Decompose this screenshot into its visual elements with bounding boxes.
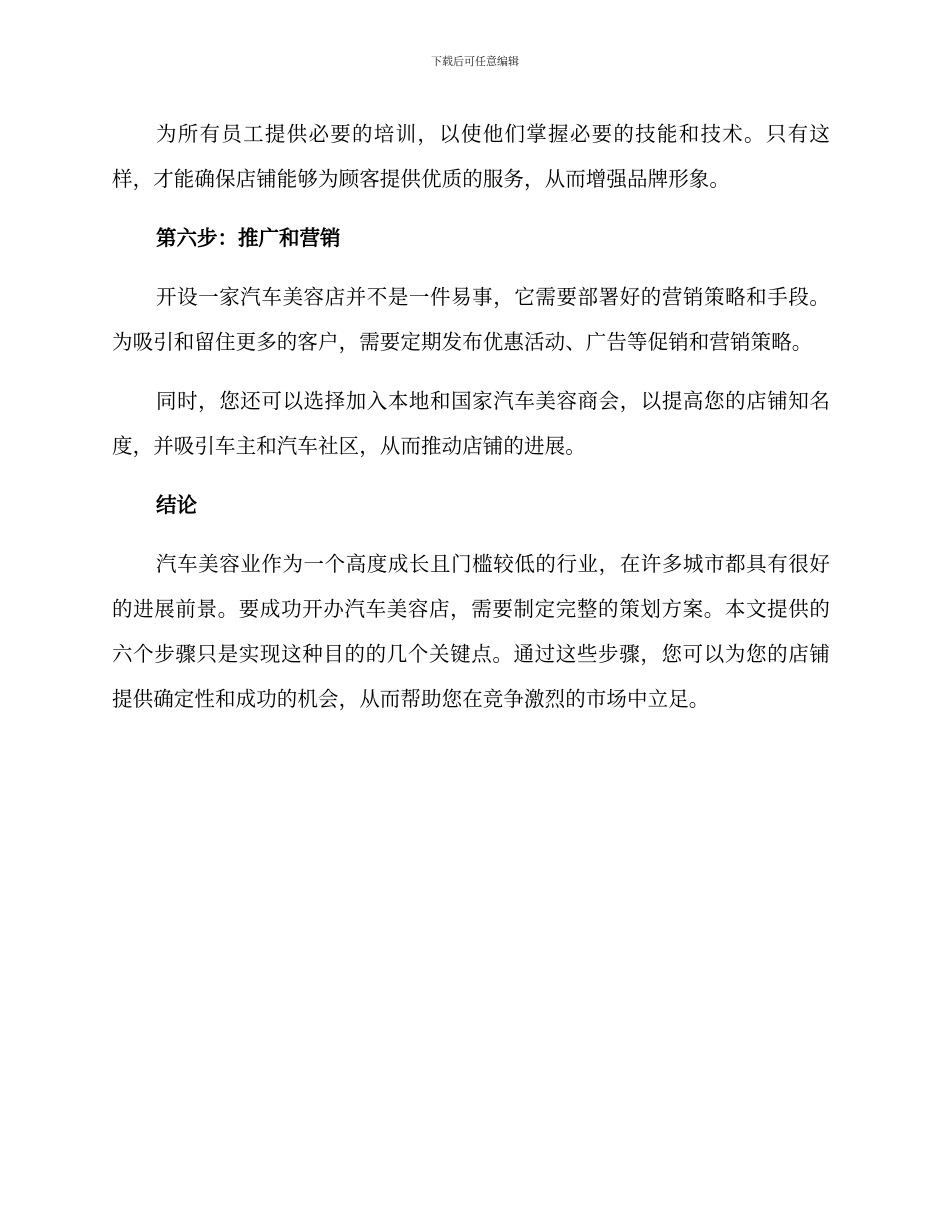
heading-conclusion: 结论 — [156, 493, 197, 517]
paragraph-conclusion: 汽车美容业作为一个高度成长且门槛较低的行业，在许多城市都具有很好的进展前景。要成功开办汽车美容店，需要制定完整的策划方案。本文提供的六个步骤只是实现这种目的的几个关键点。通过这些步骤，您可以为您的店铺提供确定性和成功的机会，从而帮助您在竞争激烈的市场中立足。 — [112, 552, 830, 711]
heading-step-six: 第六步：推广和营销 — [156, 226, 341, 250]
paragraph-chamber: 同时，您还可以选择加入本地和国家汽车美容商会，以提高您的店铺知名度，并吸引车主和汽车社区，从而推动店铺的进展。 — [112, 389, 830, 458]
page-header-note: 下载后可任意编辑 — [431, 55, 519, 68]
paragraph-marketing: 开设一家汽车美容店并不是一件易事，它需要部署好的营销策略和手段。为吸引和留住更多的客户，需要定期发布优惠活动、广告等促销和营销策略。 — [112, 285, 830, 354]
paragraph-training: 为所有员工提供必要的培训，以使他们掌握必要的技能和技术。只有这样，才能确保店铺能够为顾客提供优质的服务，从而增强品牌形象。 — [112, 122, 830, 191]
document-body — [112, 112, 830, 722]
